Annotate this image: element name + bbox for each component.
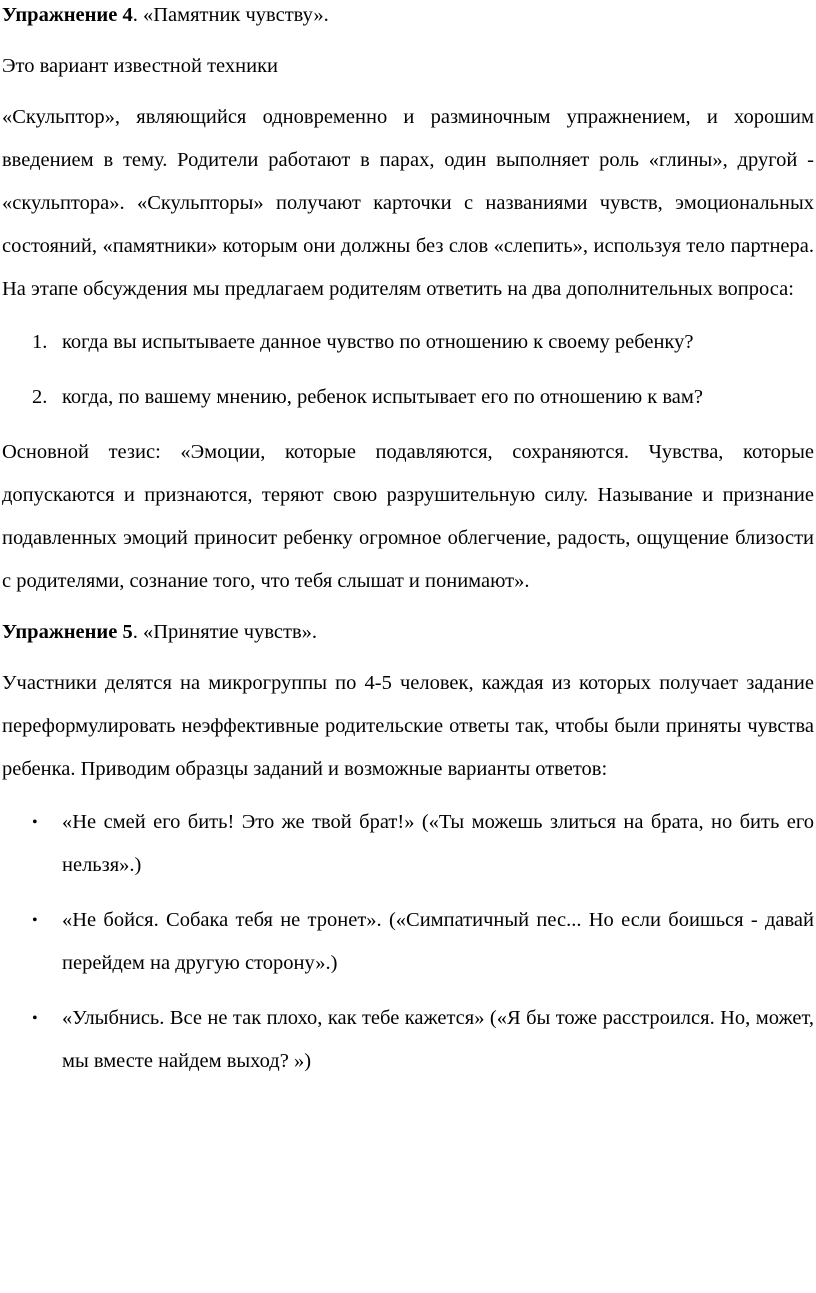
exercise-4-heading-bold: Упражнение 4 <box>2 4 133 26</box>
discussion-questions-list <box>2 321 814 419</box>
list-item-text: «Улыбнись. Все не так плохо, как тебе кажется» («Я бы тоже расстроился. Но, может, мы вместе найдем выход? ») <box>62 1007 814 1072</box>
exercise-4-heading-rest: . «Памятник чувству». <box>132 4 329 26</box>
list-item <box>2 376 814 419</box>
exercise-4-body: «Скульптор», являющийся одновременно и разминочным упражнением, и хорошим введением в тему. Родители работают в парах, один выполняет роль «глины», другой - «скульптора». «Скульпторы» получают карточки с названиями чувств, эмоциональных состояний, «памятники» которым они должны без слов «слепить», используя тело партнера. На этапе обсуждения мы предлагаем родителям ответить на два дополнительных вопроса: <box>2 106 814 300</box>
list-item-number: 2. <box>32 386 48 408</box>
exercise-5-heading-rest: . «Принятие чувств». <box>132 621 318 643</box>
exercise-4-heading <box>2 0 814 37</box>
exercise-5-body: Участники делятся на микрогруппы по 4-5 человек, каждая из которых получает задание переформулировать неэффективные родительские ответы так, чтобы были приняты чувства ребенка. Приводим образцы заданий и возможные варианты ответов: <box>2 672 814 780</box>
exercise-4-intro: Это вариант известной техники <box>2 55 278 77</box>
list-item-text: когда вы испытываете данное чувство по отношению к своему ребенку? <box>62 331 694 353</box>
bullet-icon: • <box>32 1010 38 1027</box>
list-item <box>2 997 814 1083</box>
bullet-icon: • <box>32 912 38 929</box>
list-item <box>2 899 814 985</box>
list-item <box>2 801 814 887</box>
exercise-5-heading <box>2 611 814 654</box>
list-item-text: когда, по вашему мнению, ребенок испытывает его по отношению к вам? <box>62 386 703 408</box>
exercise-5-heading-bold: Упражнение 5 <box>2 621 133 643</box>
list-item-text: «Не смей его бить! Это же твой брат!» («Ты можешь злиться на брата, но бить его нельзя».) <box>62 811 814 876</box>
list-item-number: 1. <box>32 331 48 353</box>
exercise-4-thesis: Основной тезис: «Эмоции, которые подавляются, сохраняются. Чувства, которые допускаются и признаются, теряют свою разрушительную силу. Называние и признание подавленных эмоций приносит ребенку огромное облегчение, радость, ощущение близости с родителями, сознание того, что тебя слышат и понимают». <box>2 441 814 592</box>
examples-list <box>2 801 814 1083</box>
list-item <box>2 321 814 364</box>
bullet-icon: • <box>32 814 38 831</box>
list-item-text: «Не бойся. Собака тебя не тронет». («Симпатичный пес... Но если боишься - давай перейдем на другую сторону».) <box>62 909 814 974</box>
